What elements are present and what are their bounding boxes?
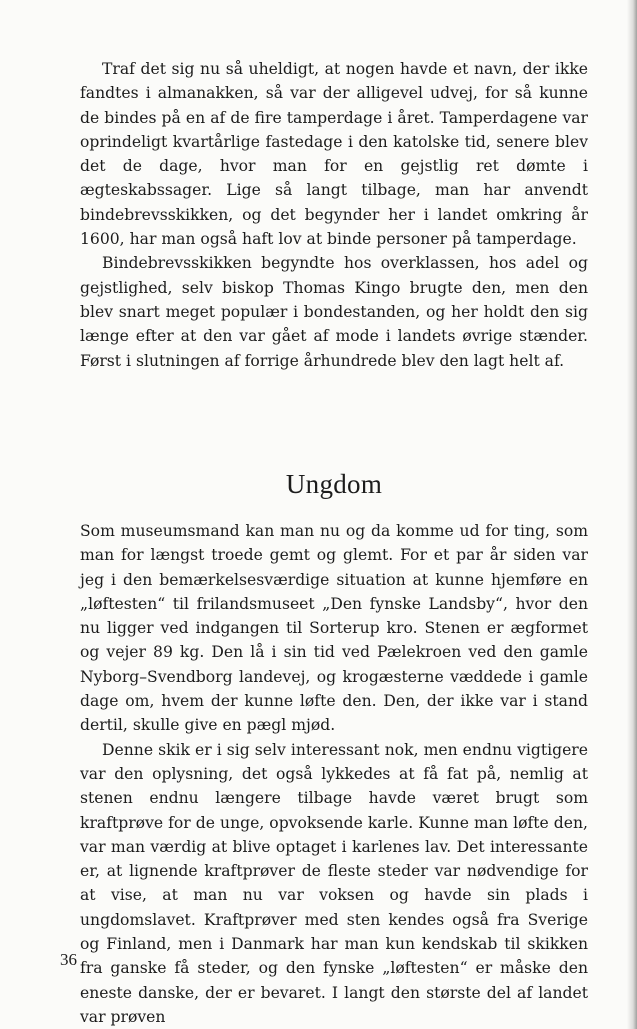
paragraph-bindebrevsskikken: Bindebrevsskikken begyndte hos overklassen, hos adel og gejstlighed, selv biskop Thomas Kingo brugte den, men den blev snart meget populær i bondestanden, og her holdt den sig længe efter at den var gået af mode i landets øvrige stænder. Først i slutningen af forrige århundrede blev den lagt helt af. [80,254,588,370]
section-heading: Ungdom [285,469,383,499]
page-edge-shadow [627,0,637,1029]
paragraph-loftesten: Som museumsmand kan man nu og da komme ud for ting, som man for længst troede gemt og glemt. For et par år siden var jeg i den bemærkelsesværdige situation at kunne hjemføre en „løftesten“ til frilandsmuseet „Den fynske Landsby“, hvor den nu ligger ved indgangen til Sorterup kro. Stenen er ægformet og vejer 89 kg. Den lå i sin tid ved Pælekroen ved den gamle Nyborg–Svendborg landevej, og krogæsterne væddede i gamle dage om, hvem der kunne løfte den. Den, der ikke var i stand dertil, skulle give en pægl mjød. [80,522,588,735]
section-1-text [80,57,588,373]
paragraph-kraftprover: Denne skik er i sig selv interessant nok, men endnu vigtigere var den oplysning, det også lykkedes at få fat på, nemlig at stenen endnu længere tilbage havde været brugt som kraftprøve for de unge, opvoksende karle. Kunne man løfte den, var man værdig at blive optaget i karlenes lav. Det interessante er, at lignende kraftprøver de fleste steder var nødvendige for at vise, at man nu var voksen og havde sin plads i ungdomslavet. Kraftprøver med sten kendes også fra Sverige og Finland, men i Danmark har man kun kendskab til skikken fra ganske få steder, og den fynske „løftesten“ er måske den eneste danske, der er bevaret. I langt den største del af landet var prøven [80,740,588,1026]
paragraph-tamperdage: Traf det sig nu så uheldigt, at nogen havde et navn, der ikke fandtes i almanakken, så var der alligevel udvej, for så kunne de bindes på en af de fire tamperdage i året. Tamperdagene var oprindeligt kvartårlige fastedage i den katolske tid, senere blev det de dage, hvor man for en gejstlig ret dømte i ægteskabssager. Lige så langt tilbage, man har anvendt bindebrevsskikken, og det begynder her i landet omkring år 1600, har man også haft lov at binde personer på tamperdage. [80,60,588,249]
page-number: 36 [60,950,77,969]
section-2-text [80,519,588,1029]
